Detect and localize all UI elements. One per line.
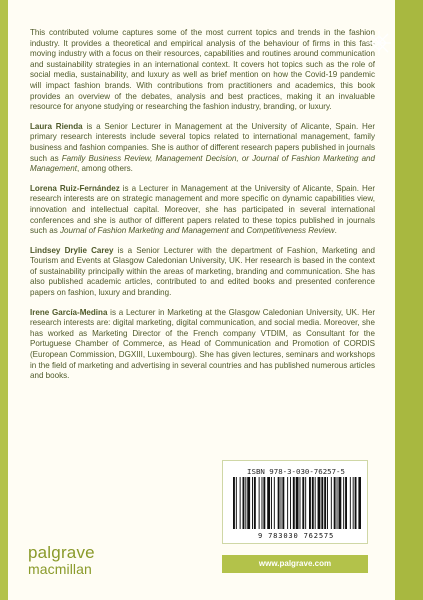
barcode-bar — [267, 477, 270, 529]
barcode-bar — [290, 477, 291, 529]
barcode-bar — [350, 477, 351, 529]
back-cover-text — [30, 28, 375, 391]
barcode-bar — [302, 477, 304, 529]
bio-text: is a Senior Lecturer with the department of Fashion, Marketing and Tourism and Events at Glasgow Caledonian University, UK. Her research is based in the context of sustainability principally within the areas of marketing, branding and communication. She has also published academic articles, contributed to and edited books and presented conference papers on fashion, luxury and branding. — [30, 245, 375, 298]
barcode-bar — [247, 477, 250, 529]
barcode-bar — [259, 477, 260, 529]
journal-names: Family Business Review, Management Decision, or Journal of Fashion Marketing and Management — [30, 153, 375, 174]
palgrave-star-icon — [364, 28, 394, 58]
barcode-bar — [262, 477, 263, 529]
barcode-bar — [324, 477, 326, 529]
barcode-bar — [312, 477, 314, 529]
publisher-logo — [28, 544, 95, 577]
bio-text-end: , among others. — [76, 164, 133, 174]
author-bio-2 — [30, 184, 375, 237]
barcode-digits: 9 783030 762575 — [257, 531, 335, 540]
barcode-bar — [245, 477, 246, 529]
barcode-bar — [334, 477, 336, 529]
barcode-bar — [243, 477, 245, 529]
barcode-bar — [331, 477, 332, 529]
barcode-bar — [355, 477, 357, 529]
barcode-bar — [274, 477, 275, 529]
author-name: Lindsey Drylie Carey — [30, 245, 114, 255]
barcode-bar — [309, 477, 311, 529]
barcode-icon — [231, 477, 361, 529]
bio-text-end: . — [334, 226, 337, 236]
barcode-bar — [282, 477, 284, 529]
barcode-bar — [338, 477, 341, 529]
journal-name: Journal of Fashion Marketing and Management — [59, 226, 229, 236]
bio-text: is a Lecturer in Management at the University of Alicante, Spain. Her research interests are on strategic management and more specific on dynamic capabilities view, innovation and intellectual capital. Moreover, she has participated in several international conferences and she is author of different papers related to these topics published in journals such as — [30, 183, 375, 236]
barcode-bar — [358, 477, 361, 529]
barcode-bar — [293, 477, 295, 529]
barcode-bar — [263, 477, 265, 529]
author-name: Laura Rienda — [30, 121, 83, 131]
barcode-bar — [278, 477, 280, 529]
author-name: Irene García-Medina — [30, 307, 108, 317]
publisher-name-line1: palgrave — [28, 543, 95, 562]
author-name: Lorena Ruiz-Fernández — [30, 183, 120, 193]
barcode-bar — [327, 477, 328, 529]
barcode-bar — [353, 477, 354, 529]
barcode-bar — [271, 477, 272, 529]
barcode-bar — [315, 477, 316, 529]
barcode-bar — [300, 477, 301, 529]
barcode-bar — [345, 477, 347, 529]
bio-text: is a Lecturer in Marketing at the Glasgow Caledonian University, UK. Her research interests are: digital marketing, digital communication, and social media. Moreover, she has worked as Marketing Director of the French company VTDIM, as Consultant for the Portuguese Chamber of Commerce, as Head of Communication and Promotion of CORDIS (European Commission, DGXIII, Luxembourg). She has given lectures, seminars and workshops in the field of marketing and advertising in several countries and has published numerous articles and books. — [30, 307, 375, 381]
publisher-url: www.palgrave.com — [222, 555, 368, 573]
isbn-number: ISBN 978-3-030-76257-5 — [247, 467, 345, 476]
barcode-bar — [296, 477, 299, 529]
isbn-barcode — [222, 460, 368, 544]
barcode-bar — [287, 477, 288, 529]
barcode-bar — [318, 477, 321, 529]
spine-edge — [395, 0, 423, 600]
barcode-bar — [281, 477, 282, 529]
barcode-bar — [233, 477, 235, 529]
barcode-bar — [305, 477, 306, 529]
barcode-bar — [321, 477, 323, 529]
barcode-bar — [254, 477, 256, 529]
barcode-bar — [240, 477, 241, 529]
author-bio-1 — [30, 122, 375, 175]
barcode-bar — [337, 477, 338, 529]
barcode-bar — [252, 477, 253, 529]
bio-text-mid: and — [228, 226, 247, 236]
bio-text: is a Senior Lecturer in Management at the University of Alicante, Spain. Her primary research interests include several topics related to international management, family business and fashion companies. She is author of different research papers published in journals such as — [30, 121, 375, 163]
journal-name-2: Competitiveness Review — [246, 226, 335, 236]
author-bio-3 — [30, 246, 375, 299]
author-bio-4 — [30, 308, 375, 382]
book-blurb: This contributed volume captures some of the most current topics and trends in the fashion industry. It provides a theoretical and empirical analysis of the behaviour of firms in this fast-moving industry with a focus on their resources, capabilities and routines around communication and sustainability strategies in an international context. It covers hot topics such as the role of social media, sustainability, and luxury as well as brief mention on how the Covid-19 pandemic will impact fashion brands. With contributions from practitioners and academics, this book provides an overview of the debates, analysis and best practices, making it an invaluable resource for anyone studying or researching the fashion industry, branding, or luxury. — [30, 28, 375, 112]
barcode-bar — [236, 477, 237, 529]
barcode-bar — [343, 477, 344, 529]
publisher-name-line2: macmillan — [28, 561, 92, 577]
